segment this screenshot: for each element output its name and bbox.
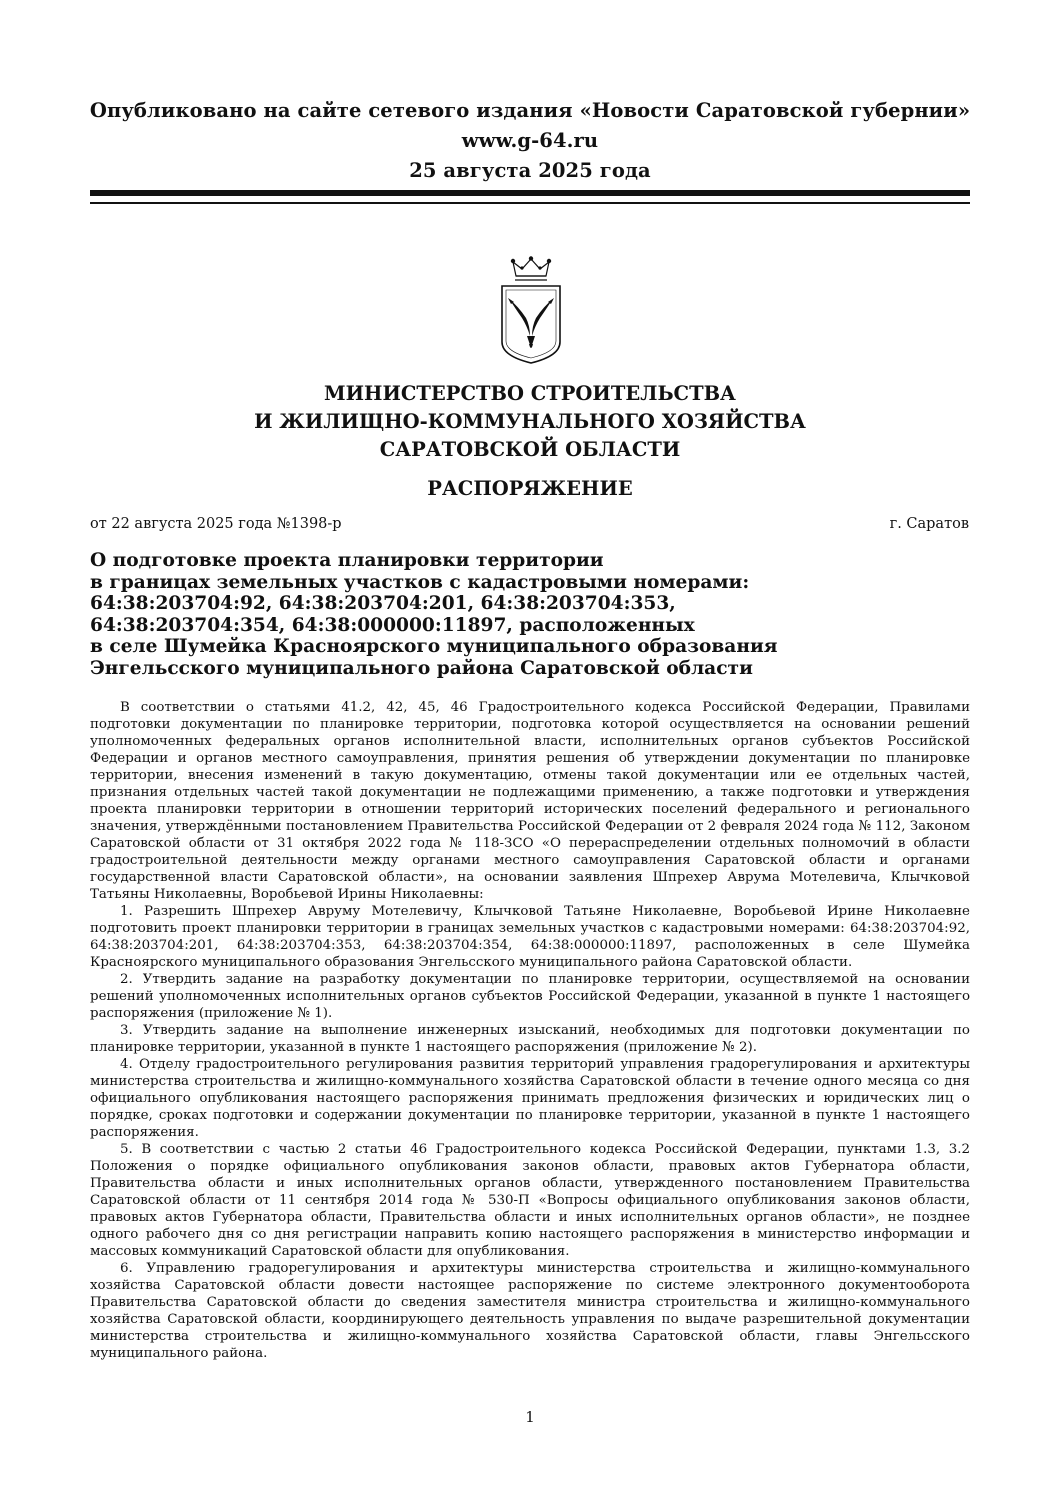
subject-line: Энгельсского муниципального района Саратовской области — [90, 657, 753, 679]
clause-paragraph: 2. Утвердить задание на разработку документации по планировке территории, осуществляемой на основании решений уполномоченных исполнительных органов субъектов Российской Федерации, указанной в пункте 1 настоящего распоряжения (приложение № 1). — [90, 972, 970, 1021]
ministry-line: МИНИСТЕРСТВО СТРОИТЕЛЬСТВА — [324, 382, 736, 405]
subject-line: О подготовке проекта планировки территории — [90, 550, 604, 571]
preamble-paragraph: В соответствии о статьями 41.2, 42, 45, 46 Градостроительного кодекса Российской Федерации, Правилами подготовки документации по планировке территории, подготовка которой осуществляется на основании решений уполномоченных федеральных органов исполнительной власти, исполнительных органов субъектов Российской Федерации и органов местного самоуправления, принятия решения об утверждении документации по планировке территории, внесения изменений в такую документацию, отмены такой документации или ее отдельных частей, признания отдельных частей такой документации не подлежащими применению, а также подготовки и утверждения проекта планировки территории в отношении территорий исторических поселений федерального и регионального значения, утверждёнными постановлением Правительства Российской Федерации от 2 февраля 2024 года № 112, Законом Саратовской области от 31 октября 2022 года № 118-ЗСО «О перераспределении отдельных полномочий в области градостроительной деятельности между органами местного самоуправления Саратовской области и органами государственной власти Саратовской области», на основании заявления Шпрехер Аврума Мотелевича, Клычковой Татьяны Николаевны, Воробьевой Ирины Николаевны: — [90, 700, 970, 902]
header-divider-thin — [90, 202, 970, 204]
clause-paragraph: 4. Отделу градостроительного регулирования развития территорий управления градорегулирования и архитектуры министерства строительства и жилищно-коммунального хозяйства Саратовской области в течение одного месяца со дня официального опубликования настоящего распоряжения принимать предложения физических и юридических лиц о порядке, сроках подготовки и содержании документации по планировке территории, указанной в пункте 1 настоящего распоряжения. — [90, 1057, 970, 1140]
coat-of-arms-icon — [496, 256, 566, 366]
clause-paragraph: 1. Разрешить Шпрехер Авруму Мотелевичу, Клычковой Татьяне Николаевне, Воробьевой Ирине Николаевне подготовить проект планировки территории в границах земельных участков с кадастровыми номерами: 64:38:203704:92, 64:38:203704:201, 64:38:203704:353, 64:38:203704:354, 64:38:000000:11897, расположенных в селе Шумейка Красноярского муниципального образования Энгельсского муниципального района Саратовской области. — [90, 904, 970, 970]
document-city: г. Саратов — [889, 516, 969, 532]
subject-line: 64:38:203704:92, 64:38:203704:201, 64:38:203704:353, — [90, 593, 676, 614]
document-date-number: от 22 августа 2025 года №1398-р — [90, 516, 342, 532]
subject-line: в границах земельных участков с кадастровыми номерами: — [90, 571, 750, 593]
publication-line: Опубликовано на сайте сетевого издания «Новости Саратовской губернии» — [89, 99, 971, 122]
document-body — [90, 699, 970, 1362]
clause-paragraph: 5. В соответствии с частью 2 статьи 46 Градостроительного кодекса Российской Федерации, пунктами 1.3, 3.2 Положения о порядке официального опубликования законов области, правовых актов Губернатора области, Правительства области и иных исполнительных органов области, утвержденного постановлением Правительства Саратовской области от 11 сентября 2014 года № 530-П «Вопросы официального опубликования законов области, правовых актов Губернатора области, Правительства области и иных исполнительных органов области», не позднее одного рабочего дня со дня регистрации направить копию настоящего распоряжения в министерство информации и массовых коммуникаций Саратовской области для опубликования. — [90, 1142, 970, 1259]
ministry-line: САРАТОВСКОЙ ОБЛАСТИ — [379, 438, 681, 461]
page-number: 1 — [525, 1408, 535, 1426]
subject-line: в селе Шумейка Красноярского муниципального образования — [90, 636, 778, 657]
publication-date: 25 августа 2025 года — [409, 159, 651, 182]
clause-paragraph: 6. Управлению градорегулирования и архитектуры министерства строительства и жилищно-коммунального хозяйства Саратовской области довести настоящее распоряжение по системе электронного документооборота Правительства Саратовской области до сведения заместителя министра строительства и жилищно-коммунального хозяйства Саратовской области, координирующего деятельность управления по выдаче разрешительной документации министерства строительства и жилищно-коммунального хозяйства Саратовской области, главы Энгельсского муниципального района. — [90, 1261, 970, 1361]
document-type: РАСПОРЯЖЕНИЕ — [427, 477, 633, 500]
ministry-name — [0, 380, 1060, 464]
subject-line: 64:38:203704:354, 64:38:000000:11897, расположенных — [90, 614, 695, 636]
ministry-line: И ЖИЛИЩНО-КОММУНАЛЬНОГО ХОЗЯЙСТВА — [254, 410, 806, 433]
document-subject — [90, 550, 778, 679]
clause-paragraph: 3. Утвердить задание на выполнение инженерных изысканий, необходимых для подготовки документации по планировке территории, указанной в пункте 1 настоящего распоряжения (приложение № 2). — [90, 1023, 970, 1055]
publication-website: www.g-64.ru — [461, 129, 599, 152]
publication-notice — [0, 96, 1060, 186]
header-divider-thick — [90, 190, 970, 196]
